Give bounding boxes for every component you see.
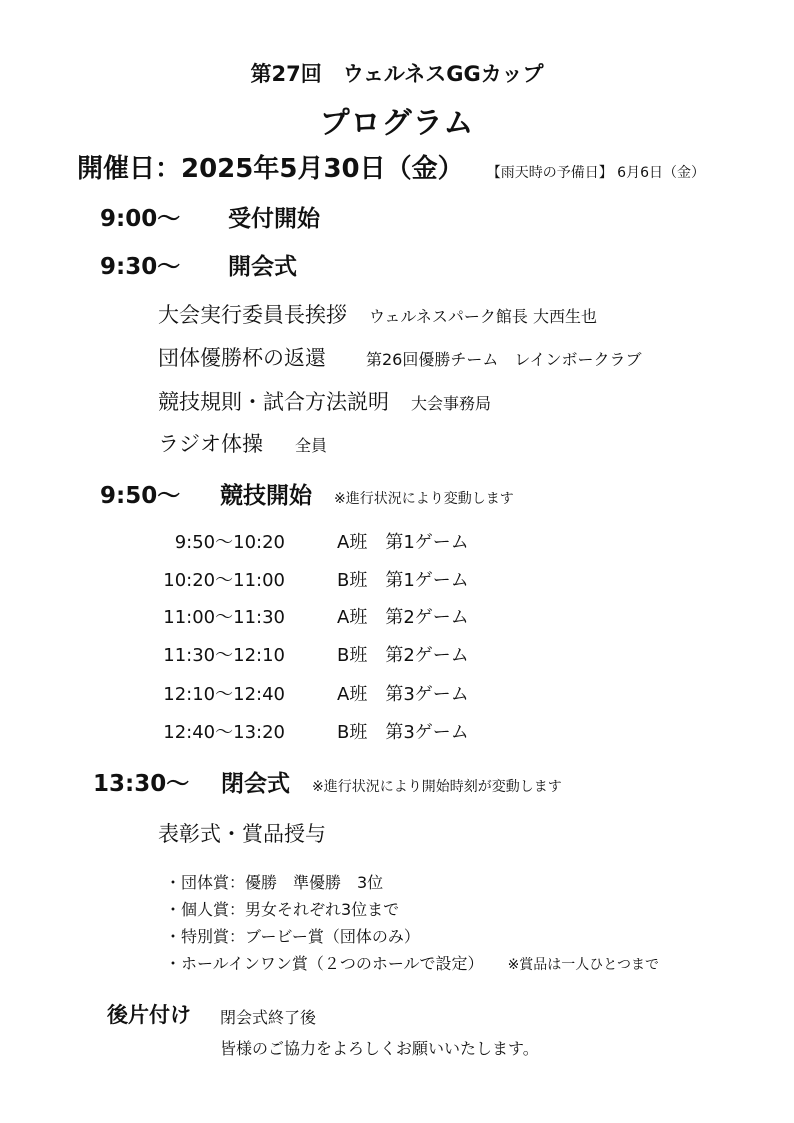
game-label: B班 第2ゲーム xyxy=(337,645,469,666)
program-title: プログラム xyxy=(319,106,475,141)
awards-note: ※賞品は一人ひとつまで xyxy=(507,957,660,973)
game-label: B班 第1ゲーム xyxy=(337,570,469,591)
opening-item xyxy=(158,299,597,329)
game-row xyxy=(135,718,469,744)
opening-item xyxy=(158,428,327,458)
game-time: 10:20～11:00 xyxy=(163,570,285,591)
opening-item-label: 競技規則・試合方法説明 xyxy=(158,390,389,414)
rain-date-note: 【雨天時の予備日】 6月6日（金） xyxy=(486,165,705,181)
opening-time: 9:30～ xyxy=(100,254,181,280)
event-title: 第27回 ウェルネスGGカップ xyxy=(250,62,544,86)
game-row xyxy=(135,603,469,629)
award-item-row xyxy=(165,951,659,974)
competition-note: ※進行状況により変動します xyxy=(334,491,514,507)
reception-row xyxy=(100,200,320,233)
opening-label: 開会式 xyxy=(228,254,298,280)
game-label: A班 第3ゲーム xyxy=(337,684,469,705)
competition-row xyxy=(100,477,514,510)
cleanup-line2: 皆様のご協力をよろしくお願いいたします。 xyxy=(220,1039,539,1058)
closing-label: 閉会式 xyxy=(221,771,290,797)
opening-item xyxy=(158,342,642,372)
opening-item-label: 大会実行委員長挨拶 xyxy=(158,303,347,327)
opening-row xyxy=(100,248,297,281)
competition-time: 9:50～ xyxy=(100,483,181,509)
award-item: ・特別賞：ブービー賞（団体のみ） xyxy=(165,927,420,946)
game-row xyxy=(135,528,469,554)
game-row xyxy=(135,641,469,667)
game-label: A班 第1ゲーム xyxy=(337,532,469,553)
game-label: B班 第3ゲーム xyxy=(337,722,469,743)
awards-title: 表彰式・賞品授与 xyxy=(158,822,326,846)
cleanup-label: 後片付け xyxy=(107,1003,191,1027)
game-time: 11:00～11:30 xyxy=(163,607,285,628)
game-label: A班 第2ゲーム xyxy=(337,607,469,628)
reception-time: 9:00～ xyxy=(100,206,181,232)
closing-row xyxy=(93,765,562,798)
closing-note: ※進行状況により開始時刻が変動します xyxy=(312,779,562,795)
closing-time: 13:30～ xyxy=(93,771,190,797)
opening-item-label: 団体優勝杯の返還 xyxy=(158,346,326,370)
game-time: 9:50～10:20 xyxy=(174,532,285,553)
game-time: 12:40～13:20 xyxy=(163,722,285,743)
competition-label: 競技開始 xyxy=(220,483,312,509)
opening-item-detail: 全員 xyxy=(295,436,328,455)
award-item: ・ホールインワン賞（２つのホールで設定） xyxy=(165,954,484,973)
opening-item-detail: 第26回優勝チーム レインボークラブ xyxy=(366,350,642,369)
game-row xyxy=(135,680,469,706)
game-time: 11:30～12:10 xyxy=(163,645,285,666)
opening-item-detail: 大会事務局 xyxy=(411,394,492,413)
opening-item-label: ラジオ体操 xyxy=(158,432,263,456)
game-row xyxy=(135,566,469,592)
opening-item-detail: ウェルネスパーク館長 大西生也 xyxy=(369,307,597,326)
event-date-row xyxy=(77,148,705,185)
award-item: ・個人賞：男女それぞれ3位まで xyxy=(165,900,400,919)
award-item: ・団体賞：優勝 準優勝 3位 xyxy=(165,873,384,892)
opening-item xyxy=(158,386,491,416)
game-time: 12:10～12:40 xyxy=(163,684,285,705)
event-date: 開催日：2025年5月30日（金） xyxy=(77,154,464,184)
reception-label: 受付開始 xyxy=(228,206,321,232)
cleanup-line1: 閉会式終了後 xyxy=(220,1008,317,1027)
